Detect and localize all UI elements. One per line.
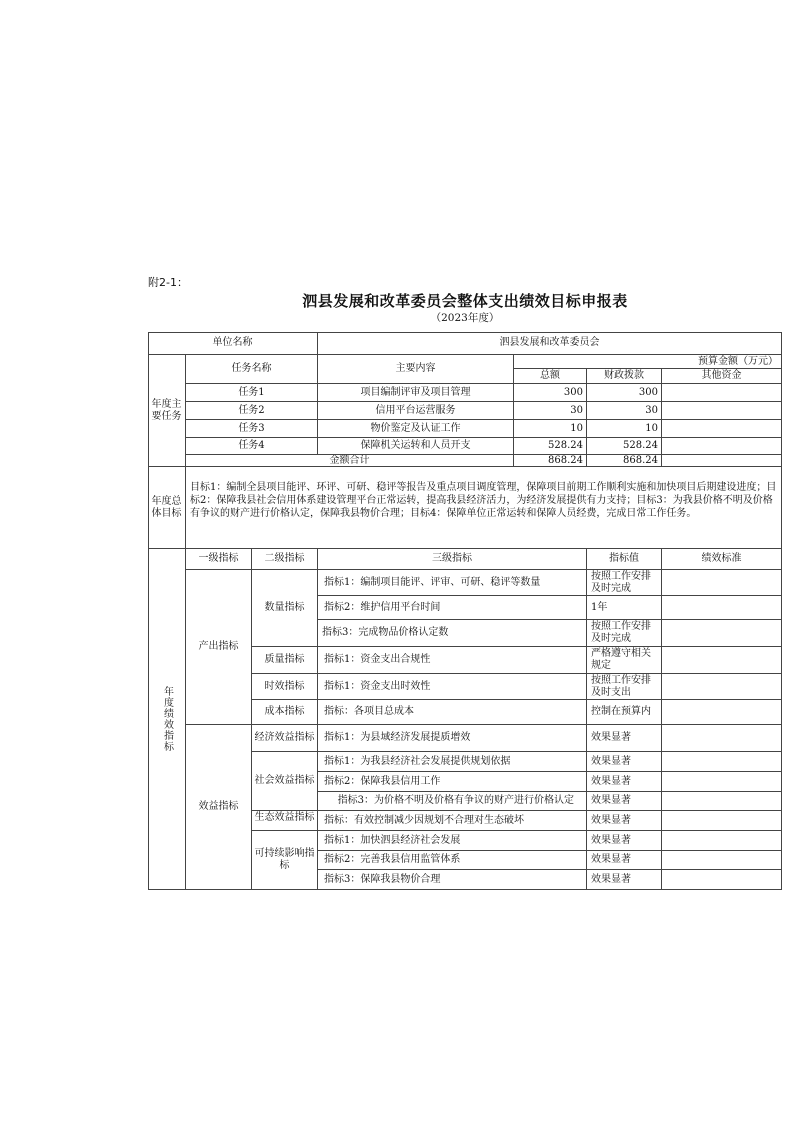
unit-value: 泗县发展和改革委员会: [318, 332, 782, 355]
indicator-text: 指标1：编制项目能评、评审、可研、稳评等数量: [318, 570, 587, 596]
l2-header: 二级指标: [252, 549, 318, 570]
cost-label: 成本指标: [252, 700, 318, 725]
task-content-header: 主要内容: [318, 355, 514, 384]
budget-fiscal-header: 财政拨款: [587, 369, 662, 384]
indicator-value: 严格遵守相关规定: [587, 647, 662, 674]
unit-label: 单位名称: [148, 332, 318, 355]
indicator-text: 指标：有效控制减少因规划不合理对生态破坏: [318, 811, 587, 831]
perf-label: 年度绩效指标: [161, 686, 173, 752]
budget-total-header: 总额: [514, 369, 587, 384]
indicator-value: 效果显著: [587, 792, 662, 811]
indicator-standard: [662, 647, 782, 674]
l1-header: 一级指标: [186, 549, 252, 570]
sum-label: 金额合计: [186, 455, 514, 467]
task-name: 任务3: [186, 420, 318, 438]
indicator-standard: [662, 725, 782, 752]
indicator-standard: [662, 870, 782, 890]
indicator-standard: [662, 620, 782, 647]
indicator-standard: [662, 596, 782, 620]
indicator-standard: [662, 811, 782, 831]
sustainable-label: 可持续影响指标: [252, 831, 318, 890]
indicator-value: 效果显著: [587, 870, 662, 890]
sum-total: 868.24: [514, 455, 587, 467]
budget-other-header: 其他资金: [662, 369, 782, 384]
page-title: 泗县发展和改革委员会整体支出绩效目标申报表: [302, 292, 628, 310]
perf-label-cell: [148, 549, 186, 890]
timeliness-label: 时效指标: [252, 674, 318, 700]
indicator-standard: [662, 831, 782, 851]
standard-header: 绩效标准: [662, 549, 782, 570]
indicator-standard: [662, 772, 782, 792]
ecological-label: 生态效益指标: [252, 811, 318, 831]
indicator-text: 指标1：资金支出时效性: [318, 674, 587, 700]
task-other: [662, 438, 782, 455]
indicator-value: 1年: [587, 596, 662, 620]
economic-label: 经济效益指标: [252, 725, 318, 752]
indicator-value: 效果显著: [587, 752, 662, 772]
indicator-value: 按照工作安排及时完成: [587, 570, 662, 596]
social-label: 社会效益指标: [252, 752, 318, 811]
task-total: 300: [514, 384, 587, 402]
indicator-standard: [662, 851, 782, 870]
overall-text: 目标1：编制全县项目能评、环评、可研、稳评等报告及重点项目调度管理，保障项目前期工作顺利实施和加快项目后期建设进度；目标2：保障我县社会信用体系建设管理平台正常运转，提高我县经济活力，为经济发展提供有力支持；目标3：为我县价格不明及价格有争议的财产进行价格认定，保障我县物价合理；目标4：保障单位正常运转和保障人员经费，完成日常工作任务。: [186, 467, 782, 549]
task-total: 528.24: [514, 438, 587, 455]
year-subtitle: （2023年度）: [430, 312, 500, 324]
task-name: 任务1: [186, 384, 318, 402]
value-header: 指标值: [587, 549, 662, 570]
task-content: 项目编制评审及项目管理: [318, 384, 514, 402]
benefit-label: 效益指标: [186, 725, 252, 890]
indicator-value: 效果显著: [587, 725, 662, 752]
indicator-standard: [662, 570, 782, 596]
indicator-text: 指标3：完成物品价格认定数: [318, 620, 587, 647]
indicator-standard: [662, 752, 782, 772]
indicator-value: 效果显著: [587, 831, 662, 851]
task-name: 任务2: [186, 402, 318, 420]
budget-header: 预算金额（万元）: [514, 355, 782, 369]
task-name: 任务4: [186, 438, 318, 455]
indicator-text: 指标3：为价格不明及价格有争议的财产进行价格认定: [318, 792, 587, 811]
annex-label: 附2-1：: [148, 276, 188, 289]
output-label: 产出指标: [186, 570, 252, 725]
indicator-text: 指标2：保障我县信用工作: [318, 772, 587, 792]
task-fiscal: 10: [587, 420, 662, 438]
indicator-value: 效果显著: [587, 811, 662, 831]
task-other: [662, 402, 782, 420]
indicator-value: 控制在预算内: [587, 700, 662, 725]
indicator-text: 指标2：完善我县信用监管体系: [318, 851, 587, 870]
task-total: 30: [514, 402, 587, 420]
indicator-value: 按照工作安排及时支出: [587, 674, 662, 700]
indicator-value: 按照工作安排及时完成: [587, 620, 662, 647]
task-content: 保障机关运转和人员开支: [318, 438, 514, 455]
indicator-standard: [662, 700, 782, 725]
indicator-text: 指标3：保障我县物价合理: [318, 870, 587, 890]
task-content: 物价鉴定及认证工作: [318, 420, 514, 438]
quantity-label: 数量指标: [252, 570, 318, 647]
indicator-text: 指标1：资金支出合规性: [318, 647, 587, 674]
task-other: [662, 420, 782, 438]
sum-other: [662, 455, 782, 467]
indicator-text: 指标1：为县域经济发展提质增效: [318, 725, 587, 752]
task-fiscal: 300: [587, 384, 662, 402]
task-name-header: 任务名称: [186, 355, 318, 384]
task-content: 信用平台运营服务: [318, 402, 514, 420]
task-total: 10: [514, 420, 587, 438]
l3-header: 三级指标: [318, 549, 587, 570]
quality-label: 质量指标: [252, 647, 318, 674]
tasks-section-label: 年度主要任务: [148, 355, 186, 467]
task-other: [662, 384, 782, 402]
indicator-standard: [662, 792, 782, 811]
indicator-text: 指标：各项目总成本: [318, 700, 587, 725]
indicator-text: 指标1：加快泗县经济社会发展: [318, 831, 587, 851]
task-fiscal: 528.24: [587, 438, 662, 455]
task-fiscal: 30: [587, 402, 662, 420]
indicator-value: 效果显著: [587, 772, 662, 792]
indicator-value: 效果显著: [587, 851, 662, 870]
sum-fiscal: 868.24: [587, 455, 662, 467]
overall-label: 年度总体目标: [148, 467, 186, 549]
indicator-text: 指标1：为我县经济社会发展提供规划依据: [318, 752, 587, 772]
indicator-text: 指标2：维护信用平台时间: [318, 596, 587, 620]
indicator-standard: [662, 674, 782, 700]
